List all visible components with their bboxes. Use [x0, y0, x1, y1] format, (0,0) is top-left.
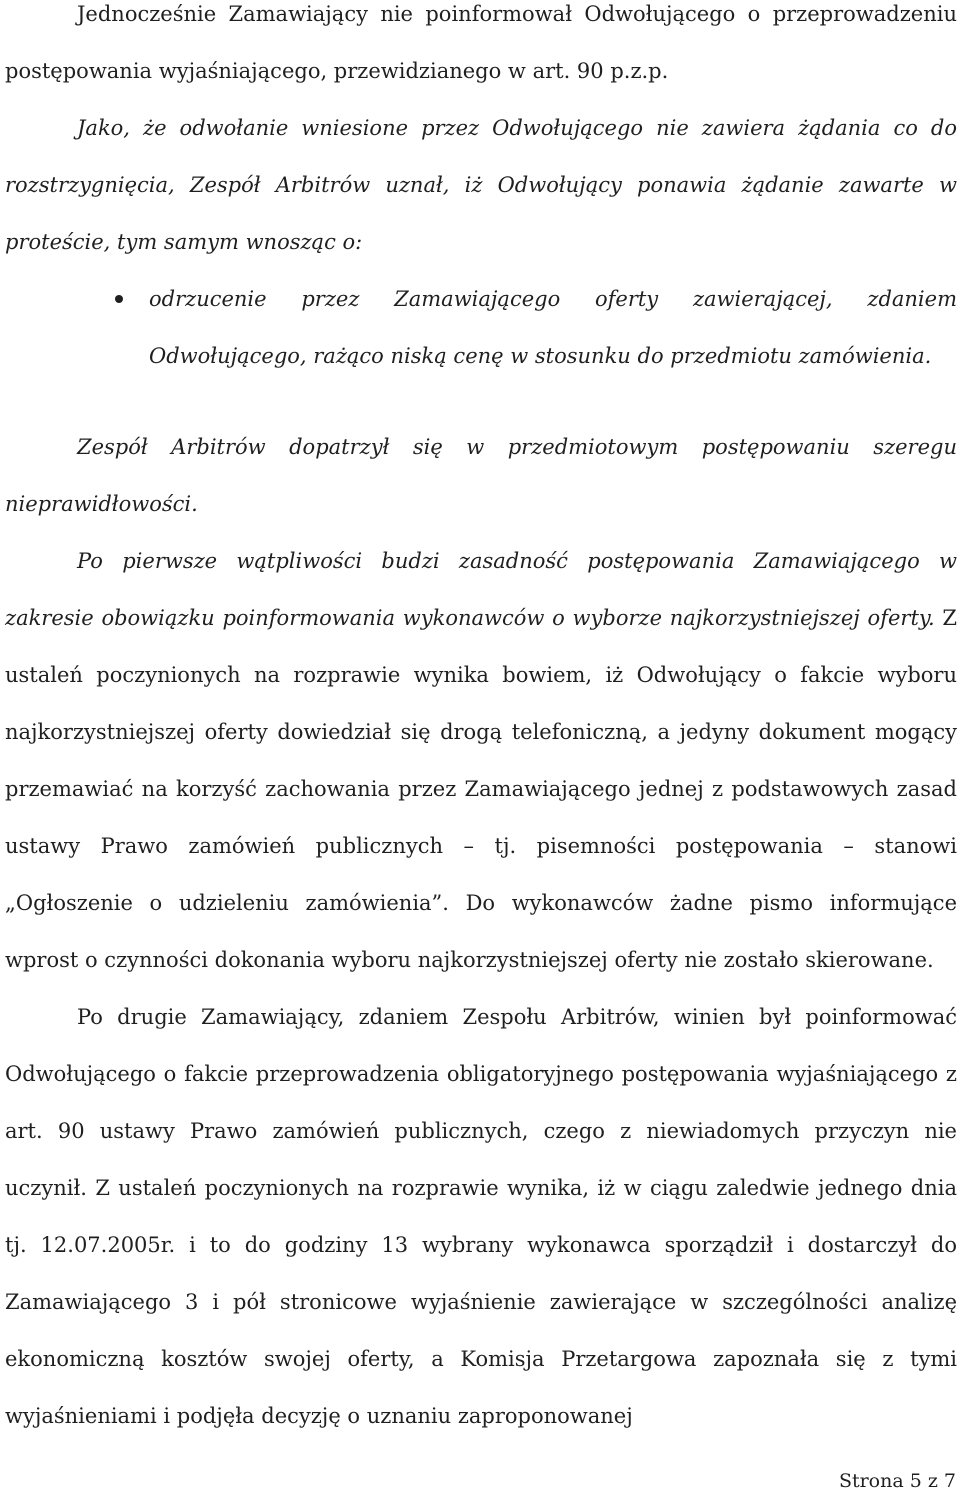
first-issue-italic-text: Po pierwsze wątpliwości budzi zasadność postępowania Zamawiającego w zakresie obowiązku poinformowania wykonawców o wyborze najkorzystniejszej oferty. [5, 549, 957, 630]
bullet-icon [115, 295, 123, 303]
paragraph-first-issue [5, 533, 957, 989]
document-page [5, 0, 957, 1445]
list-item [149, 271, 957, 385]
list-item-text: odrzucenie przez Zamawiającego oferty zawierającej, zdaniem Odwołującego, rażąco niską cenę w stosunku do przedmiotu zamówienia. [149, 287, 957, 368]
first-issue-normal-text: Z ustaleń poczynionych na rozprawie wynika bowiem, iż Odwołujący o fakcie wyboru najkorzystniejszej oferty dowiedział się drogą telefoniczną, a jedyny dokument mogący przemawiać na korzyść zachowania przez Zamawiającego jednej z podstawowych zasad ustawy Prawo zamówień publicznych – tj. pisemności postępowania – stanowi „Ogłoszenie o udzieleniu zamówienia”. Do wykonawców żadne pismo informujące wprost o czynności dokonania wyboru najkorzystniejszej oferty nie zostało skierowane. [5, 606, 957, 972]
paragraph-appeal-request: Jako, że odwołanie wniesione przez Odwołującego nie zawiera żądania co do rozstrzygnięcia, Zespół Arbitrów uznał, iż Odwołujący ponawia żądanie zawarte w proteście, tym samym wnosząc o: [5, 116, 957, 254]
paragraph-second-issue: Po drugie Zamawiający, zdaniem Zespołu Arbitrów, winien był poinformować Odwołującego o fakcie przeprowadzenia obligatoryjnego postępowania wyjaśniającego z art. 90 ustawy Prawo zamówień publicznych, czego z niewiadomych przyczyn nie uczynił. Z ustaleń poczynionych na rozprawie wynika, iż w ciągu zaledwie jednego dnia tj. 12.07.2005r. i to do godziny 13 wybrany wykonawca sporządził i dostarczył do Zamawiającego 3 i pół stronicowe wyjaśnienie zawierające w szczególności analizę ekonomiczną kosztów swojej oferty, a Komisja Przetargowa zapoznała się z tymi wyjaśnieniami i podjęła decyzję o uznaniu zaproponowanej [5, 1005, 957, 1428]
paragraph-irregularities: Zespół Arbitrów dopatrzył się w przedmiotowym postępowaniu szeregu nieprawidłowości. [5, 435, 957, 516]
paragraph-notification: Jednocześnie Zamawiający nie poinformował Odwołującego o przeprowadzeniu postępowania wyjaśniającego, przewidzianego w art. 90 p.z.p. [5, 2, 957, 83]
page-number: Strona 5 z 7 [838, 1470, 956, 1492]
request-list [5, 271, 957, 385]
